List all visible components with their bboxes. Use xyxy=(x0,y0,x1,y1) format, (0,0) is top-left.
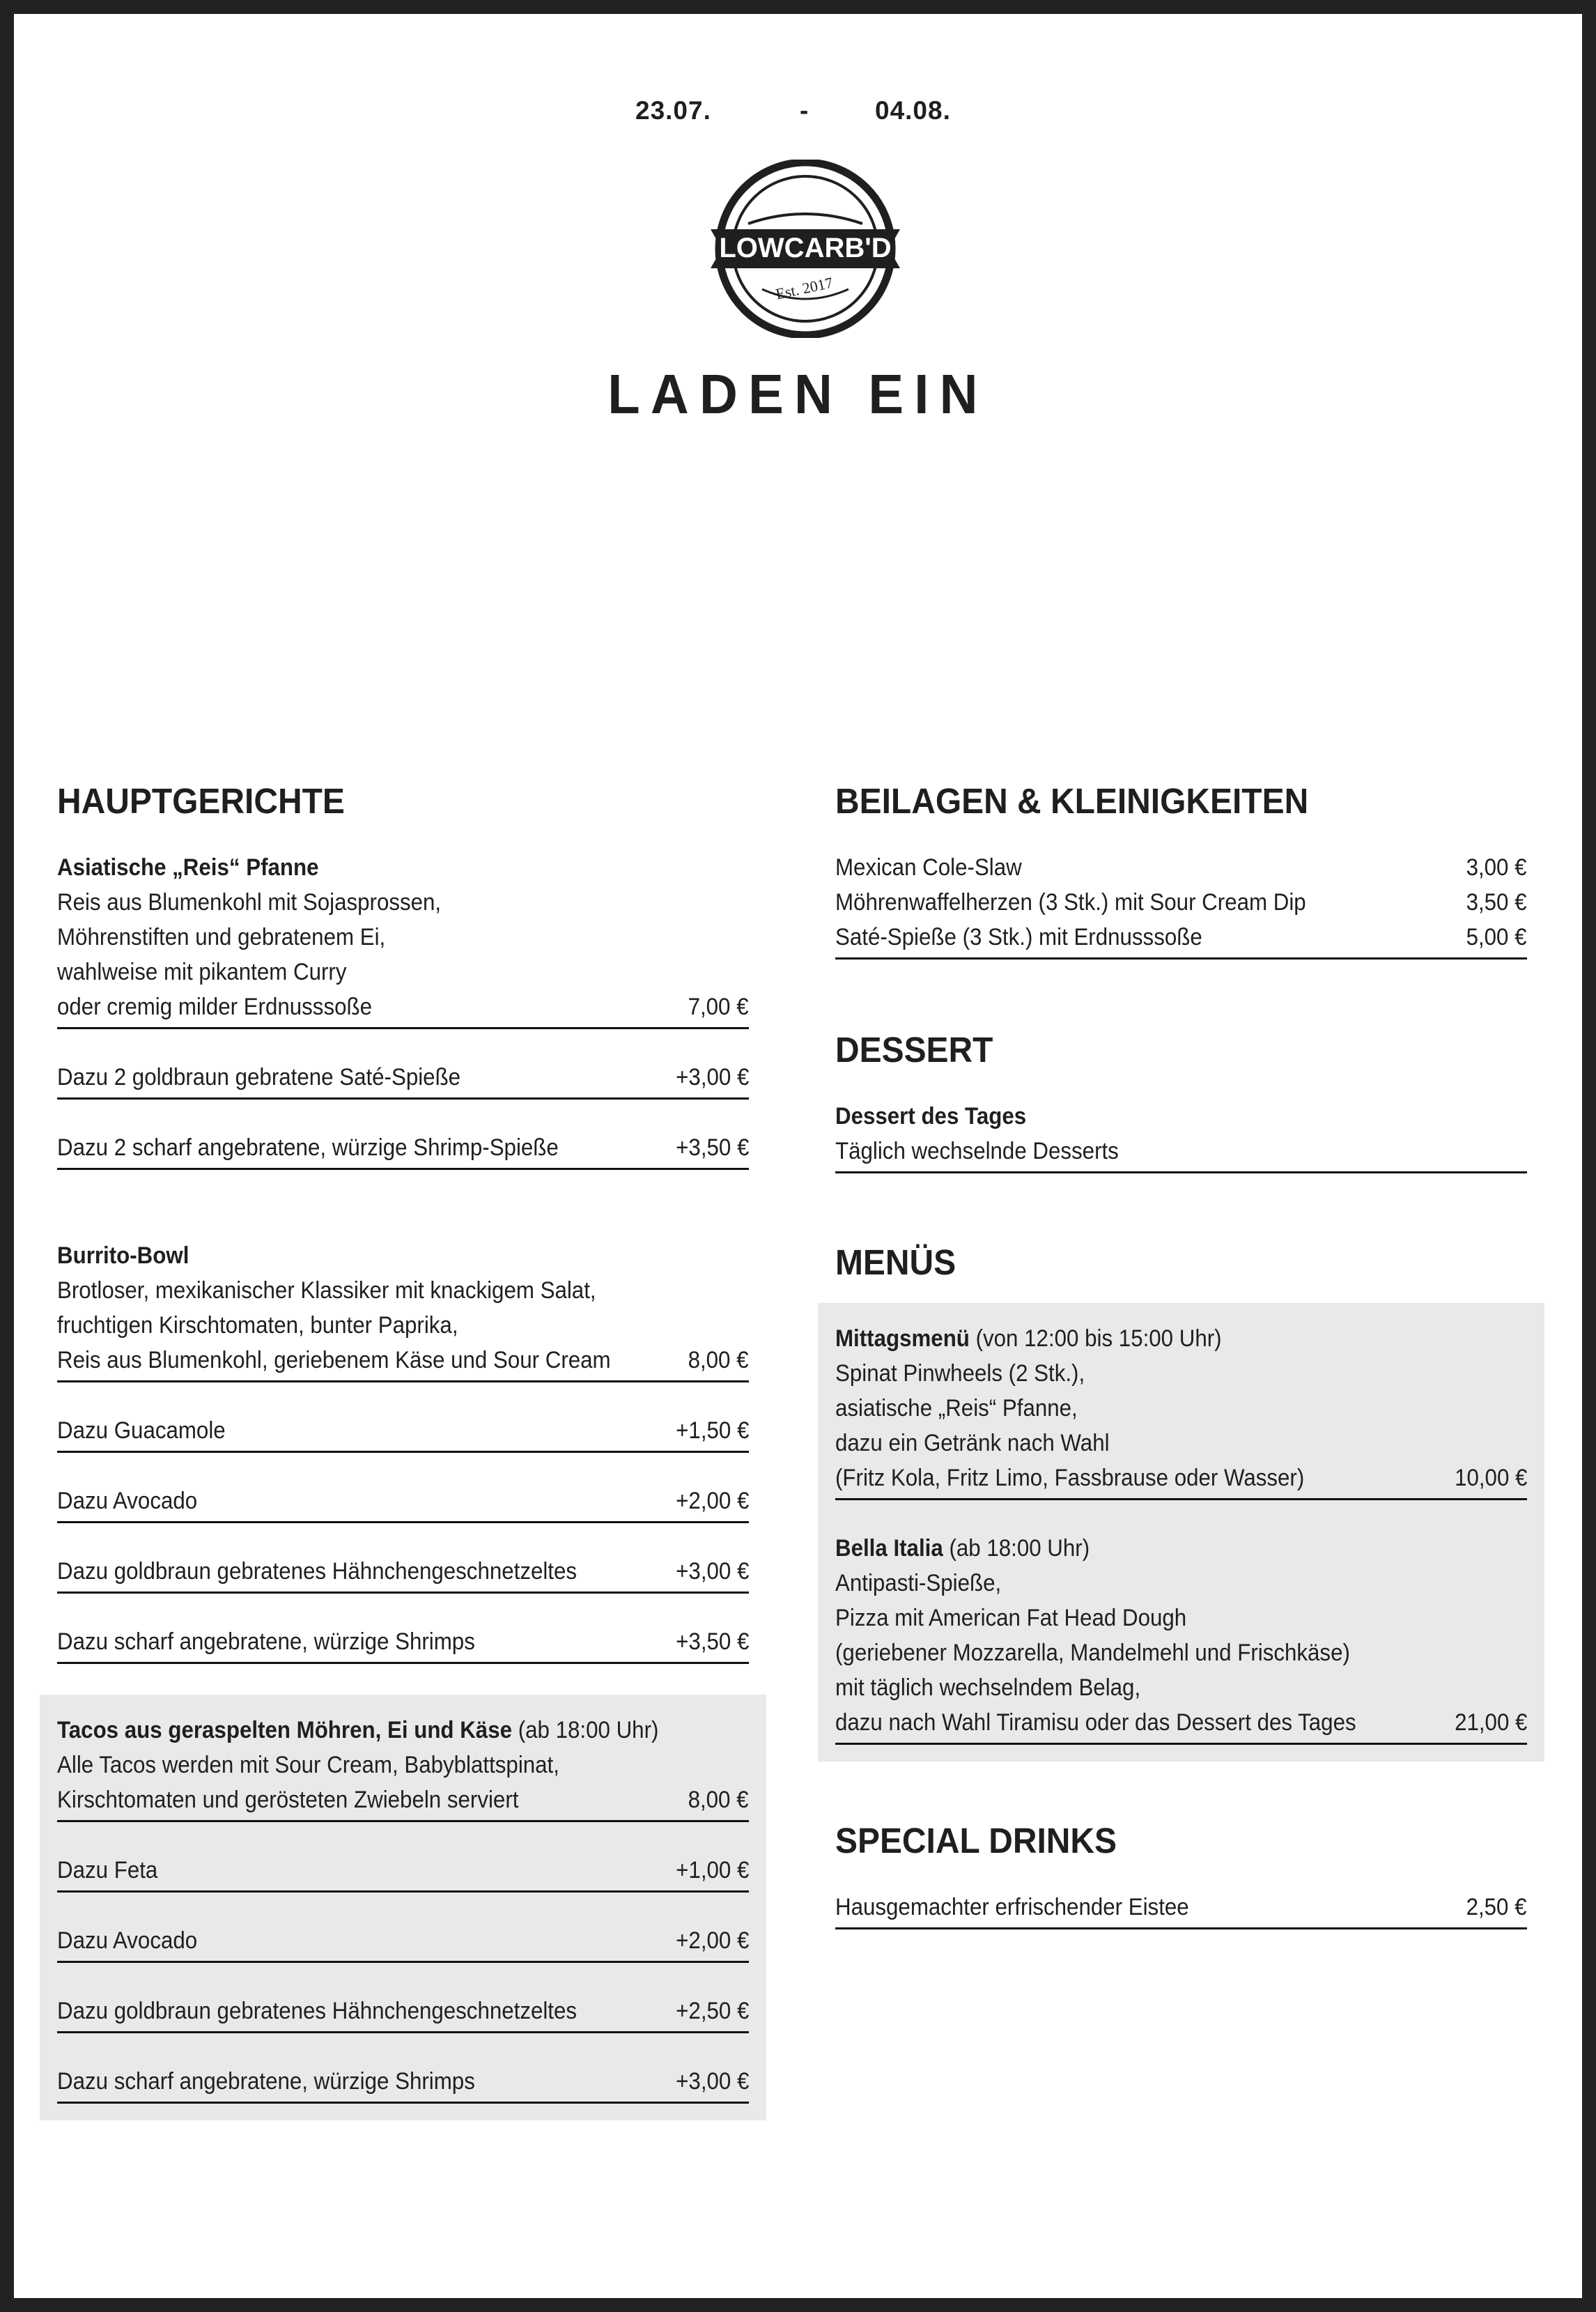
extra-price: +2,00 € xyxy=(675,1927,749,1954)
item-price: 8,00 € xyxy=(688,1787,749,1813)
item-description: Täglich wechselnde Desserts xyxy=(835,1138,1119,1164)
item-price: 2,50 € xyxy=(1466,1894,1527,1920)
date-range xyxy=(14,96,1582,131)
extra-item xyxy=(57,1853,749,1893)
store-title: LADEN EIN xyxy=(607,363,989,425)
logo-established: Est. 2017 xyxy=(774,273,835,303)
date-from: 23.07. xyxy=(635,96,711,125)
logo-text: LOWCARB'D xyxy=(719,233,892,263)
item-description: fruchtigen Kirschtomaten, bunter Paprika, xyxy=(57,1312,458,1339)
extra-item xyxy=(57,1413,749,1453)
extra-label: Dazu goldbraun gebratenes Hähnchengeschnetzeltes xyxy=(57,1558,578,1585)
extra-label: Dazu Avocado xyxy=(57,1488,198,1514)
item-time-note: (ab 18:00 Uhr) xyxy=(949,1535,1090,1562)
item-name: Dessert des Tages xyxy=(835,1103,1027,1130)
item-description: Brotloser, mexikanischer Klassiker mit knackigem Salat, xyxy=(57,1277,596,1304)
item-description: Möhrenstiften und gebratenem Ei, xyxy=(57,924,386,950)
drinks-list xyxy=(835,1890,1527,1929)
list-item xyxy=(835,850,1527,885)
item-time-note: (ab 18:00 Uhr) xyxy=(518,1717,659,1743)
item-description: Alle Tacos werden mit Sour Cream, Babyblattspinat, xyxy=(57,1752,559,1778)
extra-label: Dazu 2 goldbraun gebratene Saté-Spieße xyxy=(57,1064,461,1091)
extra-price: +3,50 € xyxy=(675,1134,749,1161)
extra-item xyxy=(57,1624,749,1664)
extra-price: +1,50 € xyxy=(675,1417,749,1444)
right-column xyxy=(835,780,1527,1929)
item-label: Mexican Cole-Slaw xyxy=(835,854,1022,881)
item-price: 5,00 € xyxy=(1466,924,1527,950)
extra-label: Dazu scharf angebratene, würzige Shrimps xyxy=(57,1628,475,1655)
item-name: Tacos aus geraspelten Möhren, Ei und Käse xyxy=(57,1717,513,1743)
extra-label: Dazu 2 scharf angebratene, würzige Shrimp-Spieße xyxy=(57,1134,559,1161)
item-description: dazu ein Getränk nach Wahl xyxy=(835,1430,1110,1456)
item-price: 3,50 € xyxy=(1466,889,1527,916)
extra-item xyxy=(57,1923,749,1963)
item-price: 7,00 € xyxy=(688,994,749,1020)
item-description: wahlweise mit pikantem Curry xyxy=(57,959,347,985)
item-description: Reis aus Blumenkohl, geriebenem Käse und Sour Cream xyxy=(57,1347,611,1373)
tacos-box xyxy=(40,1695,766,2120)
extra-label: Dazu Feta xyxy=(57,1857,158,1883)
item-description: dazu nach Wahl Tiramisu oder das Dessert des Tages xyxy=(835,1709,1356,1736)
section-title-hauptgerichte: HAUPTGERICHTE xyxy=(57,781,345,821)
item-name: Burrito-Bowl xyxy=(57,1242,189,1269)
item-price: 10,00 € xyxy=(1454,1465,1527,1491)
section-title-menus: MENÜS xyxy=(835,1242,956,1282)
date-to: 04.08. xyxy=(875,96,951,125)
item-description: oder cremig milder Erdnusssoße xyxy=(57,994,372,1020)
menu-item-dessert xyxy=(835,1099,1527,1173)
item-label: Möhrenwaffelherzen (3 Stk.) mit Sour Cream Dip xyxy=(835,889,1306,916)
date-separator: - xyxy=(800,96,809,125)
extra-label: Dazu Avocado xyxy=(57,1927,198,1954)
item-description: Pizza mit American Fat Head Dough xyxy=(835,1605,1187,1631)
menus-box xyxy=(818,1303,1544,1762)
left-column xyxy=(57,780,749,2120)
extra-item xyxy=(57,2064,749,2104)
menu-item-mittagsmenu xyxy=(835,1321,1527,1500)
extra-price: +3,00 € xyxy=(675,2068,749,2095)
item-description: (Fritz Kola, Fritz Limo, Fassbrause oder Wasser) xyxy=(835,1465,1305,1491)
section-title-drinks: SPECIAL DRINKS xyxy=(835,1821,1117,1860)
item-price: 8,00 € xyxy=(688,1347,749,1373)
item-description: Reis aus Blumenkohl mit Sojasprossen, xyxy=(57,889,442,916)
item-name: Bella Italia xyxy=(835,1535,943,1562)
item-name: Asiatische „Reis“ Pfanne xyxy=(57,854,319,881)
extra-price: +3,50 € xyxy=(675,1628,749,1655)
extra-item xyxy=(57,1130,749,1170)
extra-item xyxy=(57,1483,749,1523)
item-description: (geriebener Mozzarella, Mandelmehl und Frischkäse) xyxy=(835,1640,1350,1666)
menu-item-bella-italia xyxy=(835,1531,1527,1745)
extra-price: +3,00 € xyxy=(675,1558,749,1585)
item-label: Saté-Spieße (3 Stk.) mit Erdnusssoße xyxy=(835,924,1202,950)
item-time-note: (von 12:00 bis 15:00 Uhr) xyxy=(975,1325,1222,1352)
item-description: Antipasti-Spieße, xyxy=(835,1570,1002,1596)
item-description: Spinat Pinwheels (2 Stk.), xyxy=(835,1360,1085,1387)
extra-price: +2,50 € xyxy=(675,1998,749,2024)
extra-label: Dazu scharf angebratene, würzige Shrimps xyxy=(57,2068,475,2095)
item-description: mit täglich wechselndem Belag, xyxy=(835,1674,1141,1701)
beilagen-list xyxy=(835,850,1527,960)
item-description: Kirschtomaten und gerösteten Zwiebeln serviert xyxy=(57,1787,519,1813)
menu-page xyxy=(14,14,1582,2298)
item-name: Mittagsmenü xyxy=(835,1325,970,1352)
extra-price: +3,00 € xyxy=(675,1064,749,1091)
extra-label: Dazu goldbraun gebratenes Hähnchengeschnetzeltes xyxy=(57,1998,578,2024)
extra-item xyxy=(57,1994,749,2033)
section-title-dessert: DESSERT xyxy=(835,1030,993,1070)
item-price: 21,00 € xyxy=(1454,1709,1527,1736)
extra-item xyxy=(57,1554,749,1594)
item-price: 3,00 € xyxy=(1466,854,1527,881)
menu-item-burrito-bowl xyxy=(57,1238,749,1382)
extra-price: +1,00 € xyxy=(675,1857,749,1883)
extra-label: Dazu Guacamole xyxy=(57,1417,226,1444)
lowcarbd-logo xyxy=(706,160,904,338)
extra-price: +2,00 € xyxy=(675,1488,749,1514)
menu-item-reis-pfanne xyxy=(57,850,749,1029)
list-item xyxy=(835,885,1527,920)
list-item xyxy=(835,920,1527,955)
list-item xyxy=(835,1890,1527,1925)
item-label: Hausgemachter erfrischender Eistee xyxy=(835,1894,1189,1920)
menu-item-tacos xyxy=(57,1713,749,1822)
item-description: asiatische „Reis“ Pfanne, xyxy=(835,1395,1078,1421)
section-title-beilagen: BEILAGEN & KLEINIGKEITEN xyxy=(835,781,1309,821)
extra-item xyxy=(57,1060,749,1100)
